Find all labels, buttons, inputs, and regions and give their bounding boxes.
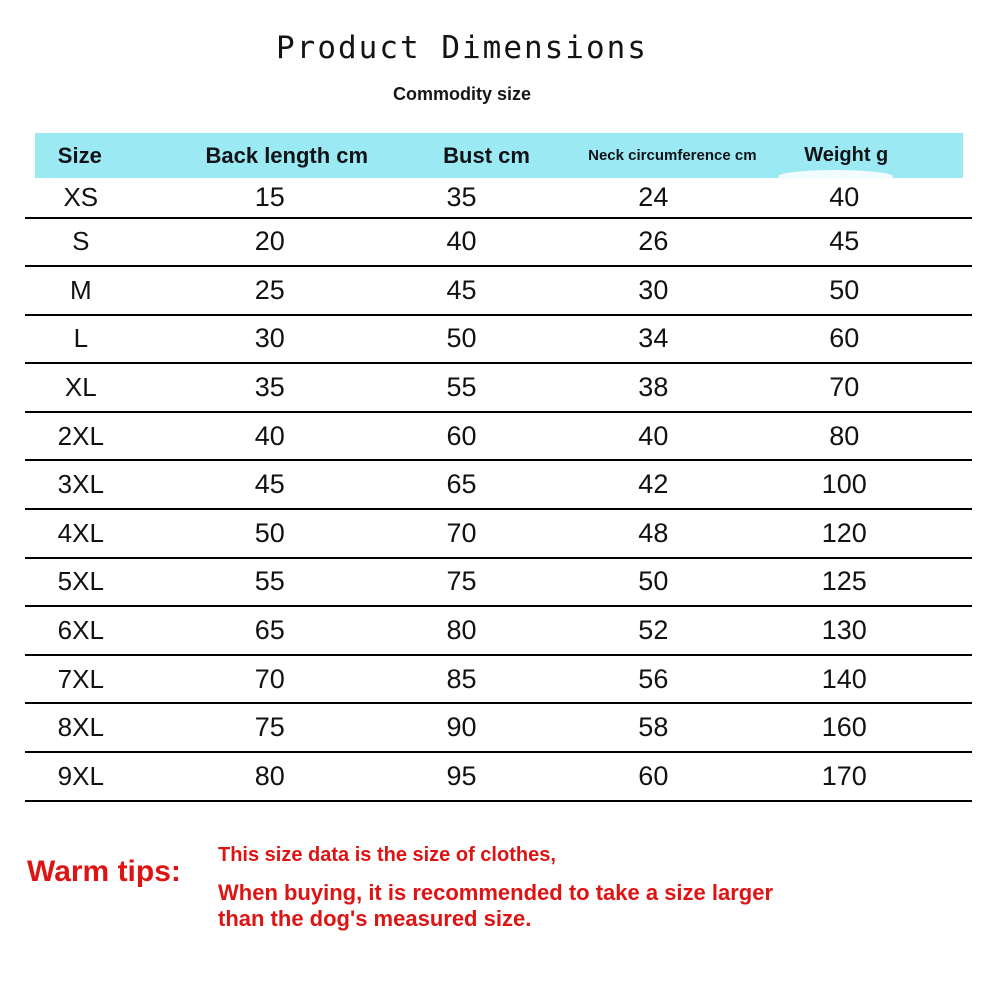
- table-row: [25, 656, 972, 705]
- cell-size: 8XL: [57, 712, 104, 743]
- table-row: [25, 461, 972, 510]
- cell-weight: 120: [821, 517, 867, 548]
- cell-weight: 125: [821, 566, 867, 597]
- cell-weight: 45: [829, 226, 860, 257]
- cell-bust: 40: [446, 226, 477, 257]
- cell-bust: 55: [446, 372, 477, 403]
- cell-back-length: 15: [254, 181, 285, 212]
- cell-back-length: 75: [254, 712, 285, 743]
- cell-neck: 24: [638, 181, 669, 212]
- cell-back-length: 70: [254, 663, 285, 694]
- table-row: [25, 219, 972, 268]
- table-header-row: [25, 133, 972, 178]
- cell-size: 2XL: [57, 420, 104, 451]
- cell-bust: 85: [446, 663, 477, 694]
- cell-back-length: 25: [254, 274, 285, 305]
- cell-bust: 90: [446, 712, 477, 743]
- header-back-length: Back length cm: [205, 142, 369, 168]
- page-subtitle: Commodity size: [392, 84, 532, 104]
- warm-tips-line-2: [218, 880, 773, 932]
- cell-bust: 65: [446, 469, 477, 500]
- cell-weight: 130: [821, 615, 867, 646]
- warm-tips-sentence-part-2: than the dog's measured size.: [218, 906, 532, 931]
- cell-size: 6XL: [57, 615, 104, 646]
- table-row: [25, 316, 972, 365]
- cell-neck: 52: [638, 615, 669, 646]
- cell-bust: 50: [446, 323, 477, 354]
- size-table: [25, 133, 972, 802]
- warm-tips-label: Warm tips:: [27, 855, 181, 888]
- cell-neck: 56: [638, 663, 669, 694]
- header-bust: Bust cm: [443, 142, 530, 168]
- cell-weight: 100: [821, 469, 867, 500]
- table-row: [25, 364, 972, 413]
- cell-back-length: 55: [254, 566, 285, 597]
- cell-size: XL: [64, 372, 97, 403]
- cell-weight: 160: [821, 712, 867, 743]
- cell-bust: 75: [446, 566, 477, 597]
- header-size: Size: [57, 142, 102, 168]
- cell-neck: 26: [638, 226, 669, 257]
- cell-back-length: 30: [254, 323, 285, 354]
- cell-size: 3XL: [57, 469, 104, 500]
- cell-bust: 70: [446, 517, 477, 548]
- cell-size: L: [73, 323, 89, 354]
- cell-back-length: 80: [254, 760, 285, 791]
- table-row: [25, 559, 972, 608]
- cell-weight: 70: [829, 372, 860, 403]
- warm-tips-line-1: This size data is the size of clothes,: [218, 844, 556, 866]
- cell-bust: 45: [446, 274, 477, 305]
- cell-size: 9XL: [57, 760, 104, 791]
- cell-size: 5XL: [57, 566, 104, 597]
- cell-back-length: 20: [254, 226, 285, 257]
- cell-back-length: 65: [254, 615, 285, 646]
- cell-size: 7XL: [57, 663, 104, 694]
- cell-back-length: 50: [254, 517, 285, 548]
- cell-neck: 60: [638, 760, 669, 791]
- cell-back-length: 35: [254, 372, 285, 403]
- cell-weight: 140: [821, 663, 867, 694]
- table-row: [25, 267, 972, 316]
- cell-neck: 58: [638, 712, 669, 743]
- cell-weight: 40: [829, 181, 860, 212]
- cell-bust: 60: [446, 420, 477, 451]
- table-row: [25, 510, 972, 559]
- cell-neck: 50: [638, 566, 669, 597]
- cell-size: XS: [63, 181, 99, 212]
- page-title: Product Dimensions: [276, 30, 648, 66]
- cell-size: S: [72, 226, 90, 257]
- header-weight: Weight g: [804, 144, 889, 166]
- cell-weight: 60: [829, 323, 860, 354]
- cell-neck: 34: [638, 323, 669, 354]
- table-row: [25, 607, 972, 656]
- cell-neck: 40: [638, 420, 669, 451]
- cell-weight: 50: [829, 274, 860, 305]
- warm-tips-sentence-part-1: When buying, it is recommended to take a size larger: [218, 880, 774, 905]
- table-row: [25, 704, 972, 753]
- cell-neck: 30: [638, 274, 669, 305]
- cell-bust: 35: [446, 181, 477, 212]
- cell-back-length: 45: [254, 469, 285, 500]
- cell-bust: 95: [446, 760, 477, 791]
- cell-back-length: 40: [254, 420, 285, 451]
- cell-neck: 42: [638, 469, 669, 500]
- cell-weight: 80: [829, 420, 860, 451]
- cell-size: 4XL: [57, 517, 104, 548]
- table-row: [25, 413, 972, 462]
- cell-weight: 170: [821, 760, 867, 791]
- cell-neck: 38: [638, 372, 669, 403]
- table-row: [25, 753, 972, 802]
- cell-size: M: [69, 274, 92, 305]
- table-row: [25, 178, 972, 219]
- cell-bust: 80: [446, 615, 477, 646]
- header-neck-circumference: Neck circumference cm: [588, 147, 757, 164]
- cell-neck: 48: [638, 517, 669, 548]
